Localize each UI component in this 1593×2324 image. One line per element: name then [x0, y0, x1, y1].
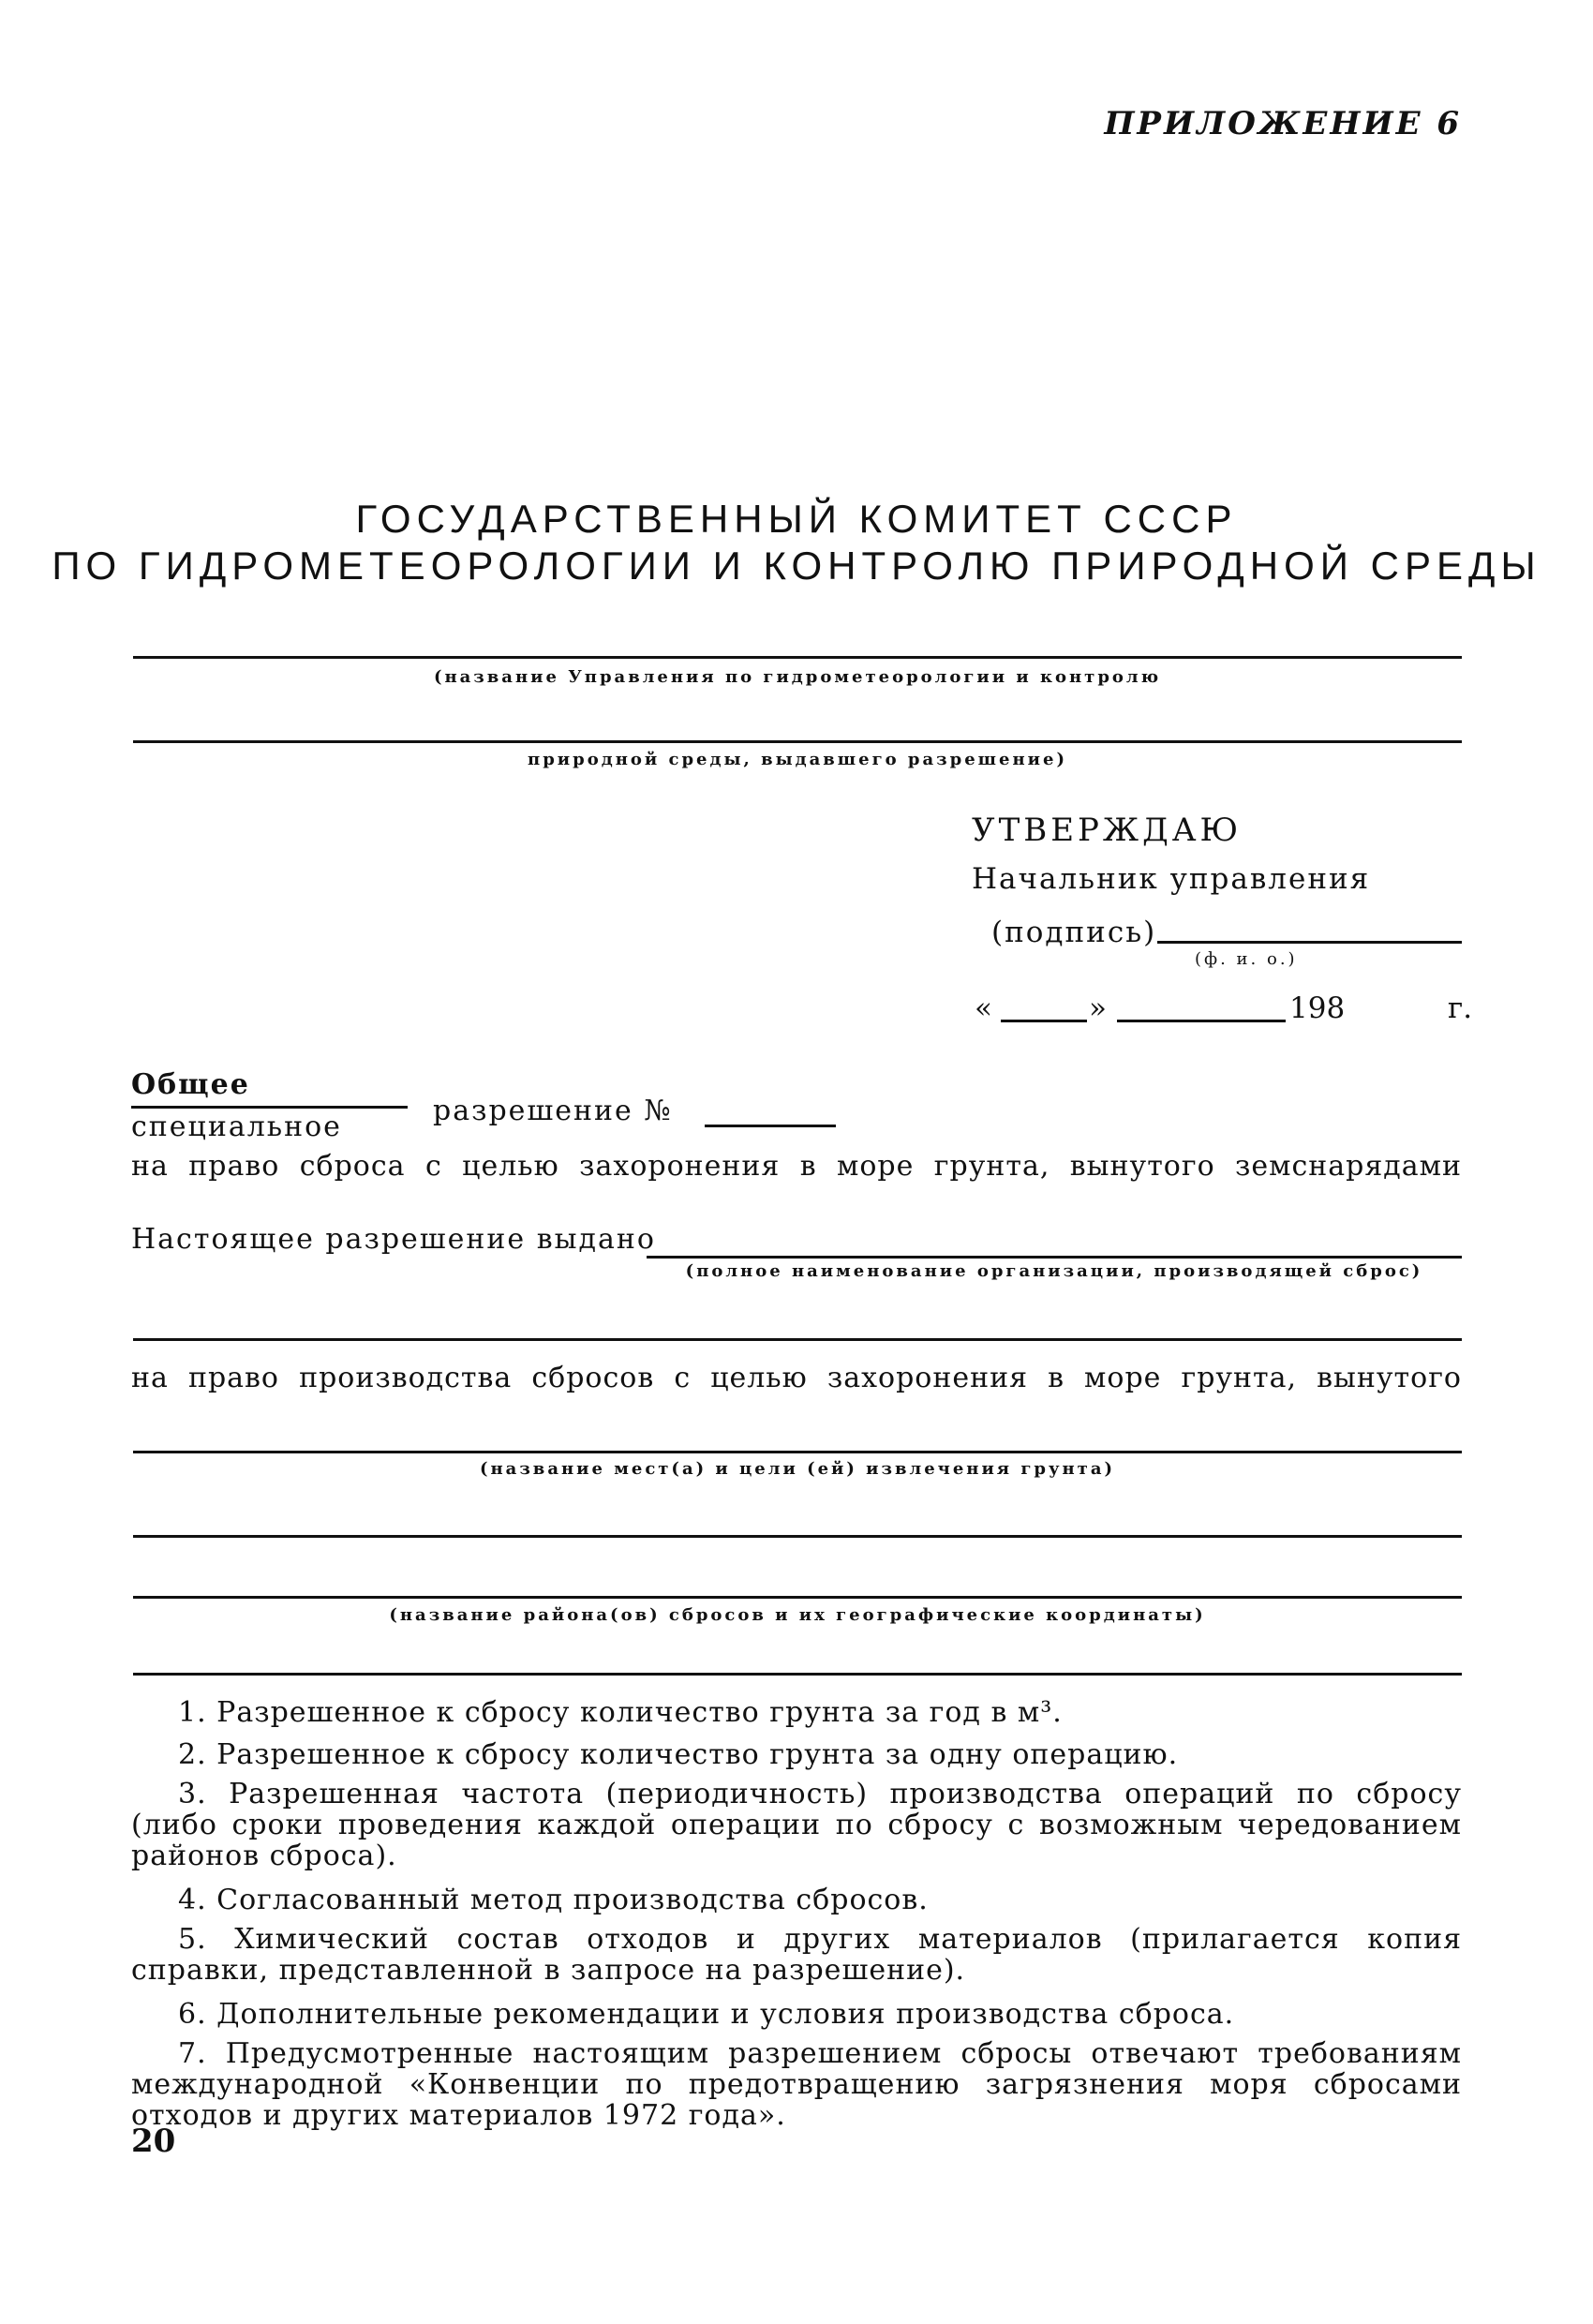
chief-title: Начальник управления: [972, 862, 1371, 896]
appendix-label: ПРИЛОЖЕНИЕ 6: [1104, 105, 1462, 142]
right-to-line: на право производства сбросов с целью захоронения в море грунта, вынутого: [131, 1362, 1462, 1394]
place-purpose-caption: (название мест(а) и цели (ей) извлечения грунта): [479, 1459, 1116, 1479]
item-3: 3. Разрешенная частота (периодичность) производства операций по сбросу (либо сроки проведения каждой операции по сбросу с возможным чередованием районов сброса).: [131, 1778, 1462, 1872]
item-4: 4. Согласованный метод производства сбросов.: [178, 1884, 929, 1916]
blank-line-1[interactable]: [133, 1535, 1462, 1538]
permit-subject: на право сброса с целью захоронения в море грунта, вынутого земснарядами: [131, 1150, 1462, 1183]
issued-to-line[interactable]: [647, 1256, 1462, 1259]
blank-line-2[interactable]: [133, 1673, 1462, 1676]
organization-caption: (полное наименование организации, производящей сброс): [685, 1261, 1423, 1281]
approve-heading: УТВЕРЖДАЮ: [972, 812, 1243, 849]
item-1: 1. Разрешенное к сбросу количество грунта за год в м³.: [178, 1696, 1063, 1729]
signature-label: (подпись): [991, 916, 1157, 949]
region-line[interactable]: [133, 1596, 1462, 1599]
item-2: 2. Разрешенное к сбросу количество грунта за одну операцию.: [178, 1738, 1179, 1771]
quote-open: «: [975, 991, 992, 1025]
committee-title-line2: ПО ГИДРОМЕТЕОРОЛОГИИ И КОНТРОЛЮ ПРИРОДНОЙ СРЕДЫ: [52, 544, 1541, 588]
item-6: 6. Дополнительные рекомендации и условия производства сброса.: [178, 1998, 1235, 2031]
permit-type-divider: [131, 1106, 408, 1109]
permit-general: Общее: [131, 1068, 250, 1101]
admin-name-line-2[interactable]: [133, 740, 1462, 743]
item-7: 7. Предусмотренные настоящим разрешением сбросы отвечают требованиям международной «Конвенции по предотвращению загрязнения моря сбросами отходов и других материалов 1972 года».: [131, 2037, 1462, 2132]
committee-title-line1: ГОСУДАРСТВЕННЫЙ КОМИТЕТ СССР: [355, 497, 1238, 541]
year-prefix: 198: [1289, 991, 1346, 1025]
place-line[interactable]: [133, 1451, 1462, 1453]
item-5: 5. Химический состав отходов и других материалов (прилагается копия справки, представленной в запросе на разрешение).: [131, 1923, 1462, 1987]
day-line[interactable]: [1001, 1020, 1087, 1022]
organization-line-2[interactable]: [133, 1338, 1462, 1341]
region-caption: (название района(ов) сбросов и их географические координаты): [389, 1605, 1206, 1625]
year-suffix: г.: [1448, 991, 1473, 1025]
admin-name-caption-2: природной среды, выдавшего разрешение): [528, 750, 1067, 769]
quote-close: »: [1089, 991, 1107, 1025]
fio-caption: (ф. и. о.): [1195, 949, 1298, 969]
signature-line[interactable]: [1157, 941, 1462, 944]
admin-name-line-1[interactable]: [133, 656, 1462, 659]
issued-to-label: Настоящее разрешение выдано: [131, 1223, 656, 1256]
admin-name-caption-1: (название Управления по гидрометеорологии и контролю: [433, 667, 1162, 687]
permit-special: специальное: [131, 1110, 342, 1143]
permit-number-line[interactable]: [705, 1125, 836, 1127]
page-number: 20: [131, 2123, 176, 2160]
permit-number-label: разрешение №: [433, 1095, 673, 1127]
month-line[interactable]: [1117, 1020, 1286, 1022]
